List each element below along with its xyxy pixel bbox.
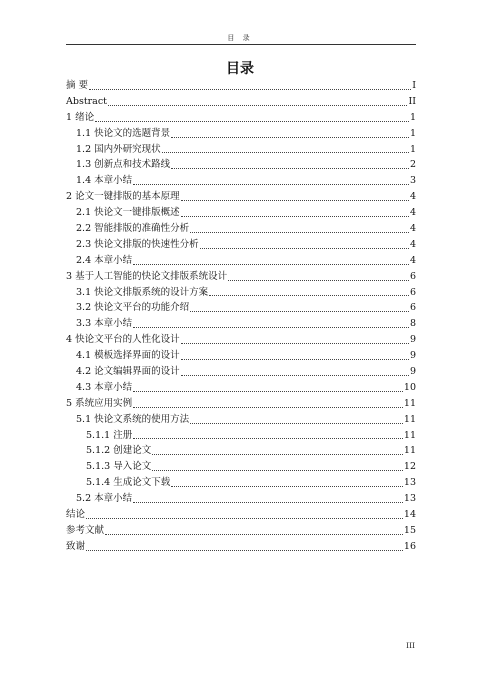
toc-entry (66, 221, 416, 237)
toc-dot-leader (152, 470, 403, 471)
toc-entry (66, 523, 416, 539)
toc-entry (66, 78, 416, 94)
toc-entry-page: 14 (403, 509, 416, 521)
toc-dot-leader (190, 311, 409, 312)
toc-entry (66, 507, 416, 523)
toc-entry-label: 2.3 快论文排版的快速性分析 (76, 238, 199, 250)
toc-entry (66, 364, 416, 380)
toc-entry (66, 205, 416, 221)
toc-entry-page: 16 (403, 540, 416, 552)
toc-entry-label: 4.1 模板选择界面的设计 (76, 350, 180, 362)
toc-entry-label: 1.3 创新点和技术路线 (76, 159, 171, 171)
toc-entry-label: 3.2 快论文平台的功能介绍 (76, 302, 190, 314)
toc-entry-label: 3 基于人工智能的快论文排版系统设计 (66, 270, 228, 282)
toc-entry-page: 11 (403, 397, 416, 409)
toc-entry-page: 1 (409, 111, 416, 123)
toc-entry (66, 300, 416, 316)
toc-entry-page: 1 (409, 143, 416, 155)
toc-entry-label: 3.3 本章小结 (76, 318, 133, 330)
toc-entry (66, 396, 416, 412)
toc-entry (66, 285, 416, 301)
toc-entry-page: 12 (403, 461, 416, 473)
toc-entry (66, 459, 416, 475)
toc-entry (66, 142, 416, 158)
toc-dot-leader (181, 200, 409, 201)
toc-entry-page: 4 (409, 223, 416, 234)
toc-entry (66, 443, 416, 459)
toc-entry (66, 428, 416, 444)
toc-entry-label: 1.1 快论文的选题背景 (76, 127, 171, 139)
toc-dot-leader (152, 454, 403, 455)
toc-entry-label: Abstract (66, 95, 107, 107)
toc-entry-label: 2.1 快论文一键排版概述 (76, 207, 180, 219)
toc-entry-page: 4 (409, 207, 416, 219)
toc-entry-page: 6 (409, 270, 416, 282)
toc-entry (66, 110, 416, 126)
toc-dot-leader (171, 486, 403, 487)
toc-entry (66, 269, 416, 285)
toc-entry-page: 2 (409, 159, 416, 171)
toc-entry-label: 5.2 本章小结 (76, 493, 133, 505)
toc-dot-leader (86, 518, 403, 519)
toc-entry-page: 10 (403, 381, 416, 393)
toc-dot-leader (171, 168, 409, 169)
toc-entry (66, 475, 416, 491)
toc-dot-leader (209, 295, 409, 296)
toc-dot-leader (133, 438, 403, 439)
toc-entry-label: 1.2 国内外研究现状 (76, 143, 161, 155)
toc-entry-page: 11 (403, 445, 416, 457)
table-of-contents (66, 78, 416, 555)
toc-entry (66, 173, 416, 189)
toc-dot-leader (89, 89, 411, 90)
toc-dot-leader (162, 152, 409, 153)
toc-dot-leader (200, 248, 409, 249)
toc-entry-page: II (408, 95, 416, 107)
toc-entry-label: 参考文献 (66, 524, 105, 536)
toc-entry-page: 9 (409, 334, 416, 346)
toc-entry-label: 5.1.4 生成论文下载 (86, 477, 171, 489)
toc-entry-page: 13 (403, 493, 416, 505)
toc-entry (66, 491, 416, 507)
toc-dot-leader (181, 359, 409, 360)
toc-dot-leader (133, 502, 403, 503)
toc-entry-page: 3 (409, 175, 416, 187)
toc-entry (66, 94, 416, 110)
toc-entry (66, 253, 416, 269)
toc-entry-label: 5.1.2 创建论文 (86, 445, 152, 457)
toc-entry-label: 5.1.1 注册 (86, 429, 133, 441)
toc-entry (66, 332, 416, 348)
toc-entry-page: 11 (403, 413, 416, 425)
toc-entry-page: 4 (409, 191, 416, 203)
toc-entry-label: 2.2 智能排版的准确性分析 (76, 223, 190, 234)
toc-dot-leader (181, 216, 409, 217)
toc-dot-leader (133, 264, 409, 265)
toc-entry (66, 189, 416, 205)
toc-dot-leader (133, 184, 409, 185)
toc-entry-page: 15 (403, 524, 416, 536)
toc-entry-label: 4.3 本章小结 (76, 381, 133, 393)
toc-entry (66, 157, 416, 173)
toc-entry-label: 5.1.3 导入论文 (86, 461, 152, 473)
toc-entry-page: 13 (403, 477, 416, 489)
toc-dot-leader (133, 407, 403, 408)
toc-dot-leader (171, 137, 409, 138)
toc-entry-label: 5.1 快论文系统的使用方法 (76, 413, 190, 425)
toc-dot-leader (95, 121, 409, 122)
running-header: 目 录 (227, 34, 253, 42)
toc-entry (66, 126, 416, 142)
toc-entry-label: 4 快论文平台的人性化设计 (66, 334, 180, 346)
toc-entry-page: 1 (409, 127, 416, 139)
toc-entry-label: 2 论文一键排版的基本原理 (66, 191, 180, 203)
toc-entry (66, 380, 416, 396)
toc-title: 目录 (226, 61, 254, 77)
toc-dot-leader (108, 105, 408, 106)
toc-entry-label: 5 系统应用实例 (66, 397, 133, 409)
toc-entry-page: 4 (409, 254, 416, 266)
toc-dot-leader (133, 391, 403, 392)
toc-dot-leader (181, 375, 409, 376)
toc-dot-leader (228, 280, 409, 281)
toc-entry-label: 致谢 (66, 540, 86, 552)
toc-dot-leader (133, 327, 409, 328)
toc-dot-leader (190, 423, 403, 424)
toc-entry-page: 11 (403, 429, 416, 441)
toc-dot-leader (105, 534, 403, 535)
page-number: III (406, 641, 415, 650)
toc-entry-page: 6 (409, 286, 416, 298)
toc-dot-leader (190, 232, 409, 233)
toc-entry-label: 3.1 快论文排版系统的设计方案 (76, 286, 209, 298)
toc-entry-page: 9 (409, 366, 416, 378)
toc-entry (66, 539, 416, 555)
toc-entry-page: 6 (409, 302, 416, 314)
toc-entry (66, 412, 416, 428)
toc-entry-page: 4 (409, 238, 416, 250)
toc-entry-page: 8 (409, 318, 416, 330)
toc-entry (66, 316, 416, 332)
toc-entry (66, 237, 416, 253)
toc-entry-label: 摘 要 (66, 79, 89, 91)
header-rule (66, 44, 416, 45)
toc-entry-label: 4.2 论文编辑界面的设计 (76, 366, 180, 378)
toc-dot-leader (181, 343, 409, 344)
toc-entry-label: 1 绪论 (66, 111, 95, 123)
toc-entry-page: I (412, 79, 416, 91)
toc-entry (66, 348, 416, 364)
toc-entry-label: 2.4 本章小结 (76, 254, 133, 266)
toc-entry-page: 9 (409, 350, 416, 362)
toc-entry-label: 1.4 本章小结 (76, 175, 133, 187)
toc-dot-leader (86, 550, 403, 551)
toc-entry-label: 结论 (66, 509, 86, 521)
